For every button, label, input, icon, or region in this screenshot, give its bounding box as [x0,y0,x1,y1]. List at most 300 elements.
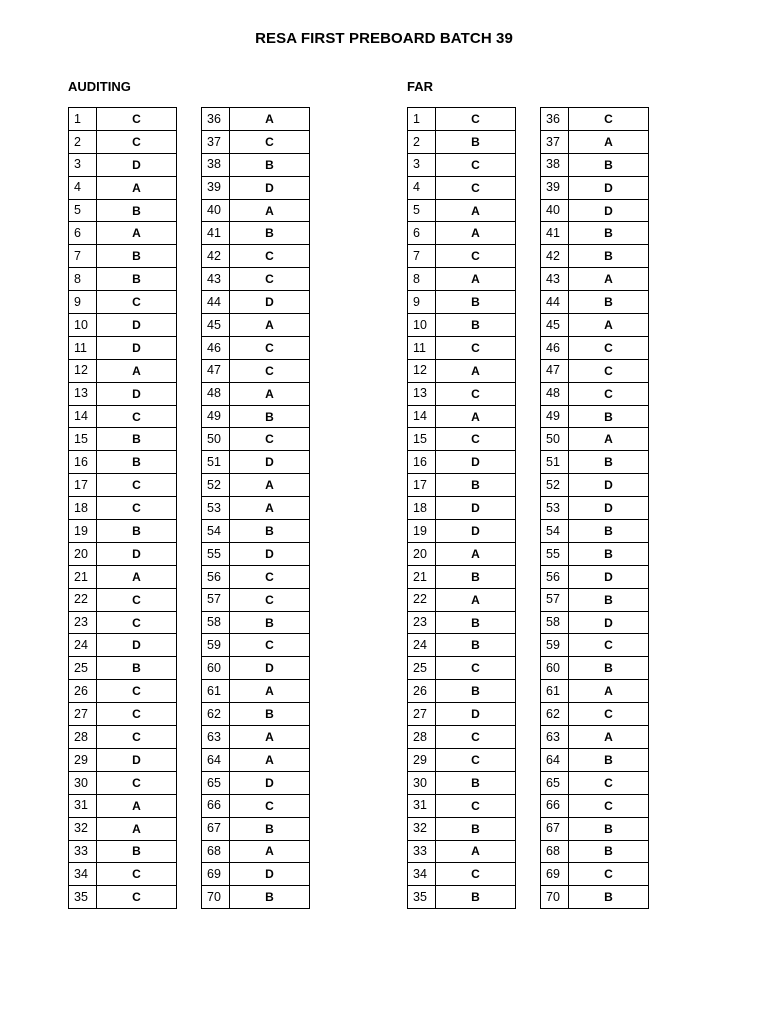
question-number: 59 [202,634,230,657]
answer-letter: C [436,245,516,268]
question-number: 28 [69,726,97,749]
answer-letter: C [436,863,516,886]
table-row [202,840,310,863]
question-number: 1 [408,108,436,131]
answer-letter: D [436,703,516,726]
table-row [69,840,177,863]
table-row [408,336,516,359]
table-row [69,130,177,153]
table-row [69,153,177,176]
table-row [408,497,516,520]
answer-letter: C [436,657,516,680]
question-number: 16 [69,451,97,474]
question-number: 6 [69,222,97,245]
answer-letter: C [569,634,649,657]
table-row [202,748,310,771]
question-number: 33 [408,840,436,863]
answer-letter: B [97,840,177,863]
question-number: 65 [202,771,230,794]
question-number: 37 [541,130,569,153]
question-number: 47 [202,359,230,382]
question-number: 56 [541,565,569,588]
answer-letter: D [436,497,516,520]
question-number: 63 [541,726,569,749]
table-row [202,428,310,451]
answer-letter: C [569,863,649,886]
question-number: 44 [202,291,230,314]
question-number: 18 [408,497,436,520]
question-number: 37 [202,130,230,153]
answer-letter: A [569,314,649,337]
answer-letter: C [97,771,177,794]
table-row [69,291,177,314]
question-number: 29 [408,748,436,771]
question-number: 64 [541,748,569,771]
table-row [202,520,310,543]
answer-letter: D [230,291,310,314]
question-number: 14 [408,405,436,428]
question-number: 65 [541,771,569,794]
table-row [202,794,310,817]
table-row [69,474,177,497]
answer-letter: A [230,474,310,497]
table-row [541,108,649,131]
answer-letter: B [230,817,310,840]
answer-letter: D [569,176,649,199]
question-number: 61 [541,680,569,703]
answer-letter: D [97,634,177,657]
answer-letter: C [97,405,177,428]
question-number: 5 [69,199,97,222]
answer-letter: B [230,153,310,176]
question-number: 60 [541,657,569,680]
answer-letter: C [230,359,310,382]
table-row [541,565,649,588]
answer-letter: A [97,176,177,199]
table-row [541,199,649,222]
answer-letter: C [230,130,310,153]
table-row [408,359,516,382]
section-label-far: FAR [407,79,433,94]
table-row [202,314,310,337]
table-row [408,657,516,680]
answer-letter: C [97,497,177,520]
question-number: 69 [541,863,569,886]
table-row [69,817,177,840]
table-row [541,863,649,886]
answer-letter: D [569,474,649,497]
document-title: RESA FIRST PREBOARD BATCH 39 [255,30,513,47]
answer-letter: C [569,382,649,405]
table-row [408,680,516,703]
question-number: 30 [69,771,97,794]
answer-letter: A [230,840,310,863]
question-number: 70 [202,886,230,909]
table-row [69,222,177,245]
table-row [202,176,310,199]
table-row [202,222,310,245]
question-number: 66 [202,794,230,817]
table-row [541,451,649,474]
question-number: 22 [69,588,97,611]
answer-letter: C [97,886,177,909]
table-row [69,863,177,886]
question-number: 68 [541,840,569,863]
table-row [408,748,516,771]
question-number: 3 [408,153,436,176]
table-row [541,359,649,382]
table-row [541,520,649,543]
answer-letter: A [436,268,516,291]
table-row [202,542,310,565]
question-number: 48 [202,382,230,405]
answer-letter: C [569,336,649,359]
answer-letter: D [230,451,310,474]
answer-letter: A [569,268,649,291]
question-number: 52 [202,474,230,497]
answer-letter: C [569,703,649,726]
answer-letter: B [569,451,649,474]
answer-letter: B [436,771,516,794]
table-row [408,611,516,634]
question-number: 2 [408,130,436,153]
table-row [408,817,516,840]
table-row [69,657,177,680]
table-row [541,771,649,794]
question-number: 35 [69,886,97,909]
answer-letter: A [436,359,516,382]
answer-letter: C [97,611,177,634]
answer-letter: A [436,199,516,222]
answer-letter: B [230,405,310,428]
table-row [69,588,177,611]
answer-letter: B [230,886,310,909]
question-number: 57 [202,588,230,611]
table-row [202,268,310,291]
answer-letter: C [97,474,177,497]
table-row [408,771,516,794]
far-answers-36-70 [540,107,649,909]
answer-letter: D [436,520,516,543]
question-number: 66 [541,794,569,817]
table-row [408,176,516,199]
table-row [202,108,310,131]
answer-letter: B [569,588,649,611]
question-number: 29 [69,748,97,771]
question-number: 9 [69,291,97,314]
question-number: 46 [541,336,569,359]
question-number: 31 [69,794,97,817]
question-number: 56 [202,565,230,588]
answer-letter: D [569,611,649,634]
table-row [408,565,516,588]
answer-letter: A [436,405,516,428]
answer-letter: B [436,130,516,153]
table-row [202,474,310,497]
question-number: 23 [408,611,436,634]
answer-letter: D [97,542,177,565]
answer-letter: C [230,588,310,611]
answer-letter: C [436,794,516,817]
answer-letter: B [436,634,516,657]
answer-letter: D [97,382,177,405]
answer-letter: B [230,703,310,726]
answer-letter: B [569,657,649,680]
answer-letter: C [97,588,177,611]
answer-letter: A [97,817,177,840]
answer-letter: C [230,245,310,268]
question-number: 26 [69,680,97,703]
table-row [541,497,649,520]
table-row [541,840,649,863]
table-row [69,405,177,428]
answer-letter: A [230,108,310,131]
table-row [541,817,649,840]
answer-letter: C [436,108,516,131]
question-number: 58 [541,611,569,634]
question-number: 23 [69,611,97,634]
table-row [408,840,516,863]
question-number: 12 [69,359,97,382]
answer-letter: A [436,588,516,611]
answer-letter: C [436,748,516,771]
question-number: 63 [202,726,230,749]
table-row [541,268,649,291]
question-number: 27 [69,703,97,726]
answer-letter: D [569,565,649,588]
question-number: 14 [69,405,97,428]
table-row [69,611,177,634]
table-row [408,520,516,543]
table-row [69,726,177,749]
question-number: 34 [69,863,97,886]
question-number: 42 [541,245,569,268]
table-row [408,474,516,497]
table-row [408,886,516,909]
table-row [202,863,310,886]
table-row [69,497,177,520]
table-row [202,886,310,909]
question-number: 25 [69,657,97,680]
question-number: 43 [541,268,569,291]
question-number: 59 [541,634,569,657]
answer-letter: B [436,565,516,588]
answer-letter: A [230,726,310,749]
question-number: 40 [541,199,569,222]
table-row [202,451,310,474]
question-number: 55 [202,542,230,565]
answer-letter: D [97,336,177,359]
table-row [69,382,177,405]
question-number: 69 [202,863,230,886]
answer-letter: B [436,474,516,497]
answer-letter: C [97,130,177,153]
answer-letter: B [230,520,310,543]
answer-letter: D [230,542,310,565]
question-number: 7 [408,245,436,268]
table-row [408,268,516,291]
question-number: 62 [541,703,569,726]
table-row [541,748,649,771]
question-number: 39 [202,176,230,199]
answer-letter: C [230,794,310,817]
question-number: 17 [69,474,97,497]
answer-letter: A [230,748,310,771]
table-row [541,474,649,497]
question-number: 15 [408,428,436,451]
question-number: 36 [541,108,569,131]
question-number: 9 [408,291,436,314]
answer-letter: A [569,428,649,451]
answer-letter: C [436,726,516,749]
question-number: 7 [69,245,97,268]
question-number: 19 [408,520,436,543]
table-row [202,405,310,428]
question-number: 2 [69,130,97,153]
table-row [69,886,177,909]
question-number: 43 [202,268,230,291]
table-row [408,794,516,817]
table-row [69,703,177,726]
table-row [541,726,649,749]
question-number: 46 [202,336,230,359]
question-number: 38 [202,153,230,176]
table-row [541,542,649,565]
table-row [541,245,649,268]
question-number: 54 [541,520,569,543]
question-number: 67 [202,817,230,840]
answer-letter: B [569,222,649,245]
question-number: 45 [541,314,569,337]
table-row [408,863,516,886]
question-number: 35 [408,886,436,909]
table-row [541,130,649,153]
question-number: 21 [69,565,97,588]
question-number: 32 [69,817,97,840]
table-row [408,726,516,749]
question-number: 34 [408,863,436,886]
table-row [69,268,177,291]
table-row [202,153,310,176]
question-number: 32 [408,817,436,840]
answer-letter: A [436,222,516,245]
question-number: 1 [69,108,97,131]
question-number: 40 [202,199,230,222]
table-row [69,794,177,817]
question-number: 8 [69,268,97,291]
question-number: 41 [541,222,569,245]
question-number: 3 [69,153,97,176]
question-number: 48 [541,382,569,405]
table-row [202,657,310,680]
answer-letter: A [97,222,177,245]
answer-letter: B [97,428,177,451]
answer-letter: C [230,565,310,588]
table-row [69,680,177,703]
question-number: 16 [408,451,436,474]
answer-letter: A [230,314,310,337]
table-row [408,222,516,245]
question-number: 53 [541,497,569,520]
table-row [541,405,649,428]
table-row [202,611,310,634]
question-number: 8 [408,268,436,291]
answer-letter: D [230,176,310,199]
section-label-auditing: AUDITING [68,79,131,94]
answer-letter: D [230,657,310,680]
answer-letter: C [97,291,177,314]
table-row [408,542,516,565]
question-number: 11 [69,336,97,359]
answer-letter: B [97,268,177,291]
table-row [202,726,310,749]
table-row [408,405,516,428]
answer-letter: B [569,542,649,565]
table-row [408,428,516,451]
answer-letter: A [569,726,649,749]
auditing-answers-1-35 [68,107,177,909]
table-row [541,634,649,657]
table-row [408,245,516,268]
table-row [202,336,310,359]
answer-letter: B [569,840,649,863]
answer-letter: C [436,153,516,176]
question-number: 67 [541,817,569,840]
question-number: 15 [69,428,97,451]
question-number: 12 [408,359,436,382]
answer-letter: C [97,108,177,131]
answer-letter: A [97,565,177,588]
table-row [202,634,310,657]
table-row [69,451,177,474]
table-row [541,314,649,337]
table-row [69,245,177,268]
table-row [69,176,177,199]
answer-letter: C [436,336,516,359]
question-number: 61 [202,680,230,703]
answer-letter: B [97,520,177,543]
table-row [69,565,177,588]
question-number: 51 [541,451,569,474]
question-number: 44 [541,291,569,314]
table-row [408,291,516,314]
table-row [202,382,310,405]
question-number: 70 [541,886,569,909]
answer-letter: D [230,771,310,794]
table-row [408,153,516,176]
question-number: 21 [408,565,436,588]
question-number: 41 [202,222,230,245]
table-row [202,588,310,611]
table-row [541,680,649,703]
answer-letter: B [436,886,516,909]
answer-letter: D [230,863,310,886]
question-number: 11 [408,336,436,359]
question-number: 39 [541,176,569,199]
answer-letter: B [436,291,516,314]
table-row [69,199,177,222]
answer-letter: C [569,794,649,817]
answer-letter: D [569,497,649,520]
table-row [202,291,310,314]
question-number: 28 [408,726,436,749]
answer-letter: D [97,314,177,337]
answer-letter: C [230,336,310,359]
question-number: 49 [541,405,569,428]
answer-letter: C [97,703,177,726]
table-row [202,497,310,520]
question-number: 53 [202,497,230,520]
